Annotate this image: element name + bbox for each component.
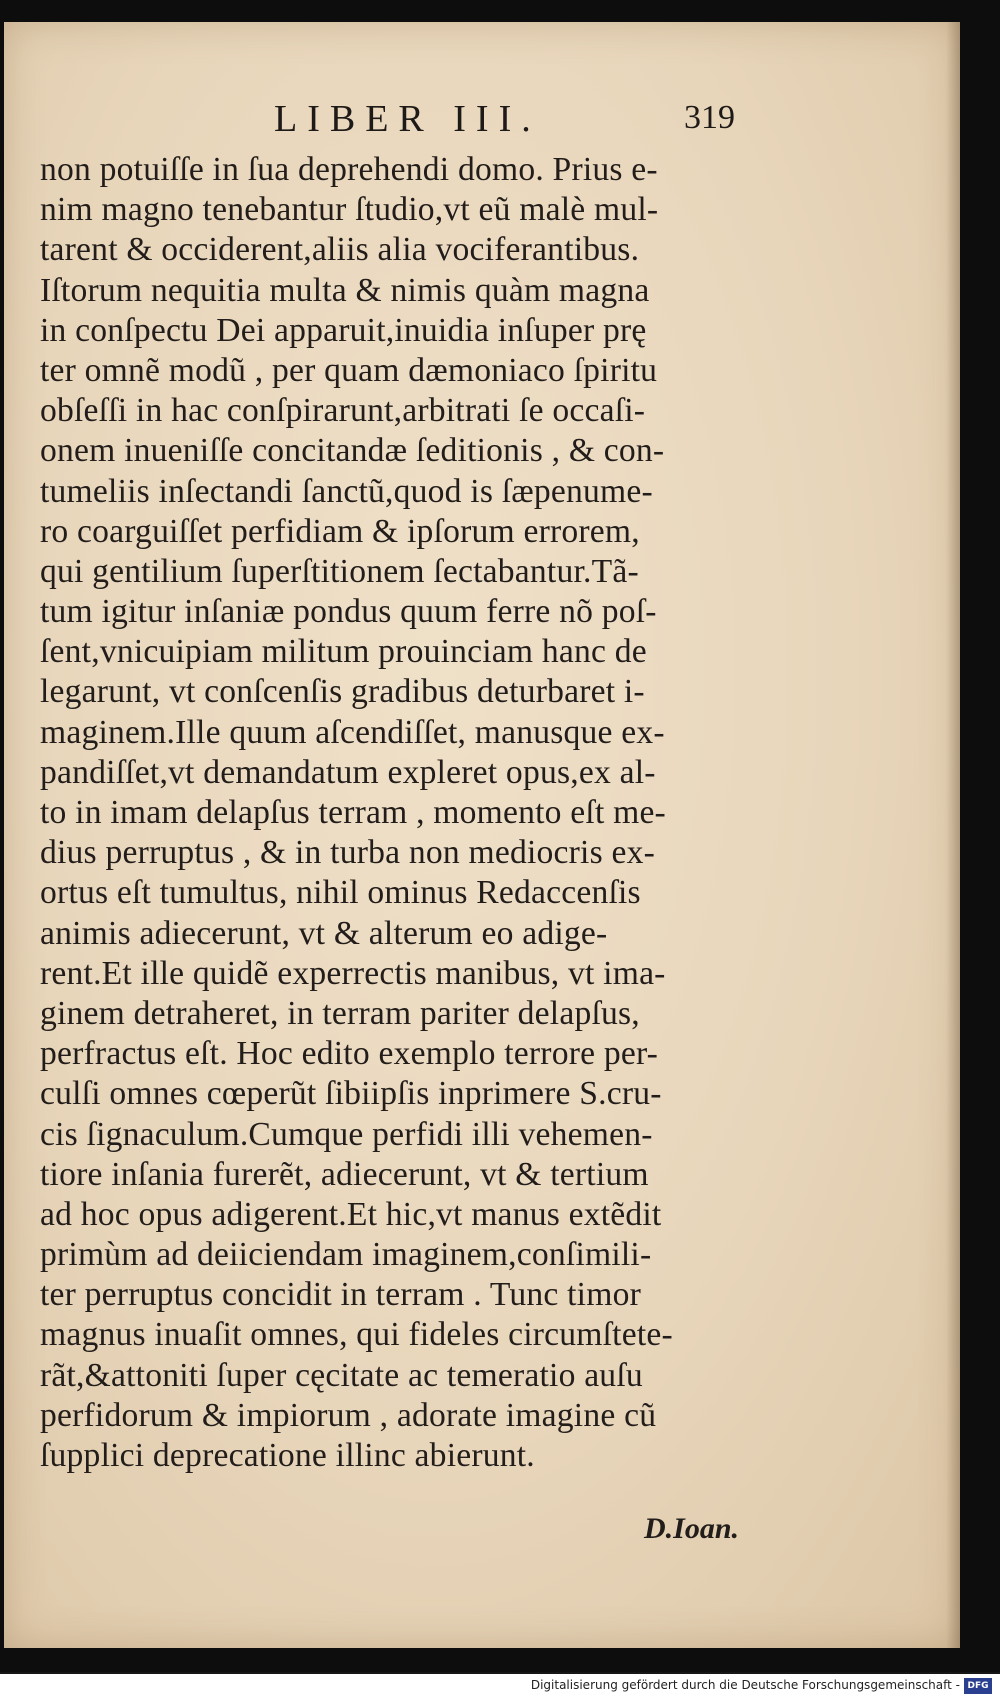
text-line: ſupplici deprecatione illinc abierunt. [40, 1437, 535, 1474]
text-line: legarunt, vt conſcenſis gradibus deturbaret i- [40, 673, 645, 711]
text-line: ſent,vnicuipiam militum prouinciam hanc de [40, 633, 647, 671]
funding-credit: Digitalisierung gefördert durch die Deutsche Forschungsgemeinschaft - [530, 1678, 960, 1692]
text-line: ro coarguiſſet perfidiam & ipſorum errorem, [40, 512, 640, 550]
text-line: cis ſignaculum.Cumque perfidi illi vehemen- [40, 1115, 653, 1153]
text-line: animis adiecerunt, vt & alterum eo adige- [40, 914, 608, 952]
text-line: onem inueniſſe concitandæ ſeditionis , & con- [40, 432, 665, 470]
text-line: to in imam delapſus terram , momento eſt me- [40, 794, 666, 831]
text-line: ter perruptus concidit in terram . Tunc timor [40, 1276, 641, 1314]
text-line: in conſpectu Dei apparuit,inuidia inſuper prę [40, 311, 647, 349]
text-line: perfidorum & impiorum , adorate imagine cũ [40, 1396, 657, 1434]
text-line: rent.Et ille quidẽ experrectis manibus, vt ima- [40, 954, 666, 992]
text-line: ginem detraheret, in terram pariter delapſus, [40, 994, 640, 1032]
text-line: pandiſſet,vt demandatum expleret opus,ex al- [40, 753, 656, 791]
text-line: rãt,&attoniti ſuper cęcitate ac temeratio auſu [40, 1356, 643, 1394]
page-number: 319 [684, 99, 735, 136]
text-line: non potuiſſe in ſua deprehendi domo. Prius e- [40, 151, 658, 188]
text-line: tum igitur inſaniæ pondus quum ferre nõ poſ- [40, 593, 657, 631]
text-line: nim magno tenebantur ſtudio,vt eũ malè mul- [40, 191, 659, 229]
text-line: primùm ad deiiciendam imaginem,conſimili- [40, 1236, 652, 1274]
text-line: Iſtorum nequitia multa & nimis quàm magna [40, 271, 650, 309]
text-line: magnus inuaſit omnes, qui fideles circumſtete- [40, 1316, 673, 1354]
text-line: ter omnẽ modũ , per quam dæmoniaco ſpiritu [40, 351, 658, 389]
text-line: obſeſſi in hac conſpirarunt,arbitrati ſe occaſi- [40, 392, 646, 430]
text-line: qui gentilium ſuperſtitionem ſectabantur.Tã- [40, 552, 639, 590]
book-page [4, 22, 960, 1648]
text-line: culſi omnes cœperũt ſibiipſis inprimere S.cru- [40, 1075, 662, 1113]
text-line: ortus eſt tumultus, nihil ominus Redaccenſis [40, 874, 641, 912]
body-text [40, 150, 940, 1476]
text-line: maginem.Ille quum aſcendiſſet, manusque ex- [40, 713, 665, 751]
text-line: ad hoc opus adigerent.Et hic,vt manus extẽdit [40, 1195, 662, 1233]
text-line: dius perruptus , & in turba non mediocris ex- [40, 834, 656, 872]
text-line: tumeliis inſectandi ſanctũ,quod is ſæpenume- [40, 472, 653, 510]
dfg-logo-icon: DFG [964, 1678, 992, 1694]
catchword: D.Ioan. [644, 1512, 740, 1545]
text-line: perfractus eſt. Hoc edito exemplo terrore per- [40, 1035, 659, 1073]
running-head [4, 97, 960, 147]
running-title: LIBER III. [274, 98, 541, 140]
text-line: tarent & occiderent,aliis alia vociferantibus. [40, 231, 640, 269]
digitization-footer [0, 1674, 1000, 1698]
text-line: tiore inſania furerẽt, adiecerunt, vt & tertium [40, 1155, 649, 1193]
